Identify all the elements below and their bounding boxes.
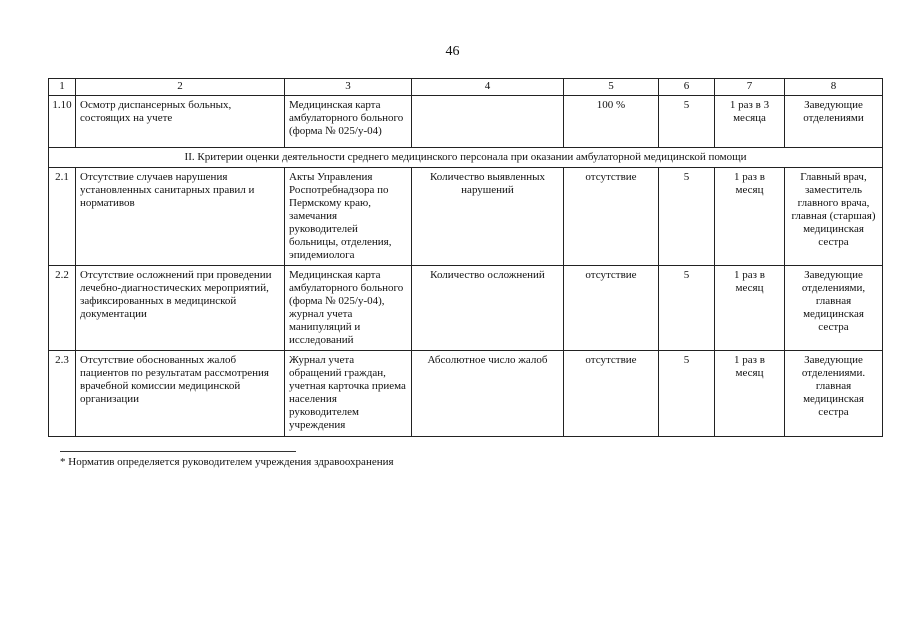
source-cell: Журнал учета обращений граждан, учетная карточка приема населения руководителем учреждения — [285, 351, 412, 437]
criterion-cell: Осмотр диспансерных больных, состоящих на учете — [76, 96, 285, 148]
value-cell: отсутствие — [564, 266, 659, 351]
responsible-cell: Заведующие отделениями. главная медицинская сестра — [785, 351, 883, 437]
column-header: 3 — [285, 79, 412, 96]
section-title: II. Критерии оценки деятельности среднего медицинского персонала при оказании амбулаторной медицинской помощи — [49, 148, 883, 168]
row-number: 1.10 — [49, 96, 76, 148]
indicator-cell: Количество осложнений — [412, 266, 564, 351]
table-header-row — [49, 79, 883, 96]
criterion-cell: Отсутствие случаев нарушения установленных санитарных правил и нормативов — [76, 168, 285, 266]
column-header: 2 — [76, 79, 285, 96]
source-cell: Акты Управления Роспотребнадзора по Пермскому краю, замечания руководителей больницы, отделения, эпидемиолога — [285, 168, 412, 266]
value-cell: 100 % — [564, 96, 659, 148]
table-row — [49, 266, 883, 351]
indicator-cell — [412, 96, 564, 148]
responsible-cell: Главный врач, заместитель главного врача, главная (старшая) медицинская сестра — [785, 168, 883, 266]
responsible-cell: Заведующие отделениями, главная медицинская сестра — [785, 266, 883, 351]
points-cell: 5 — [659, 266, 715, 351]
responsible-cell: Заведующие отделениями — [785, 96, 883, 148]
section-row — [49, 148, 883, 168]
column-header: 7 — [715, 79, 785, 96]
footnote: * Норматив определяется руководителем учреждения здравоохранения — [60, 456, 394, 468]
table-row — [49, 96, 883, 148]
source-cell: Медицинская карта амбулаторного больного (форма № 025/у-04) — [285, 96, 412, 148]
criterion-cell: Отсутствие осложнений при проведении лечебно-диагностических мероприятий, зафиксированных в медицинской документации — [76, 266, 285, 351]
page-number: 46 — [445, 44, 460, 59]
column-header: 6 — [659, 79, 715, 96]
table-row — [49, 168, 883, 266]
frequency-cell: 1 раз в месяц — [715, 351, 785, 437]
table-row — [49, 351, 883, 437]
points-cell: 5 — [659, 351, 715, 437]
row-number: 2.2 — [49, 266, 76, 351]
column-header: 1 — [49, 79, 76, 96]
criteria-table — [48, 78, 883, 437]
points-cell: 5 — [659, 96, 715, 148]
points-cell: 5 — [659, 168, 715, 266]
frequency-cell: 1 раз в месяц — [715, 266, 785, 351]
row-number: 2.3 — [49, 351, 76, 437]
indicator-cell: Количество выявленных нарушений — [412, 168, 564, 266]
frequency-cell: 1 раз в 3 месяца — [715, 96, 785, 148]
value-cell: отсутствие — [564, 168, 659, 266]
row-number: 2.1 — [49, 168, 76, 266]
frequency-cell: 1 раз в месяц — [715, 168, 785, 266]
footnote-divider — [60, 451, 296, 452]
value-cell: отсутствие — [564, 351, 659, 437]
column-header: 8 — [785, 79, 883, 96]
column-header: 5 — [564, 79, 659, 96]
indicator-cell: Абсолютное число жалоб — [412, 351, 564, 437]
criterion-cell: Отсутствие обоснованных жалоб пациентов по результатам рассмотрения врачебной комиссии медицинской организации — [76, 351, 285, 437]
source-cell: Медицинская карта амбулаторного больного (форма № 025/у-04), журнал учета манипуляций и исследований — [285, 266, 412, 351]
column-header: 4 — [412, 79, 564, 96]
